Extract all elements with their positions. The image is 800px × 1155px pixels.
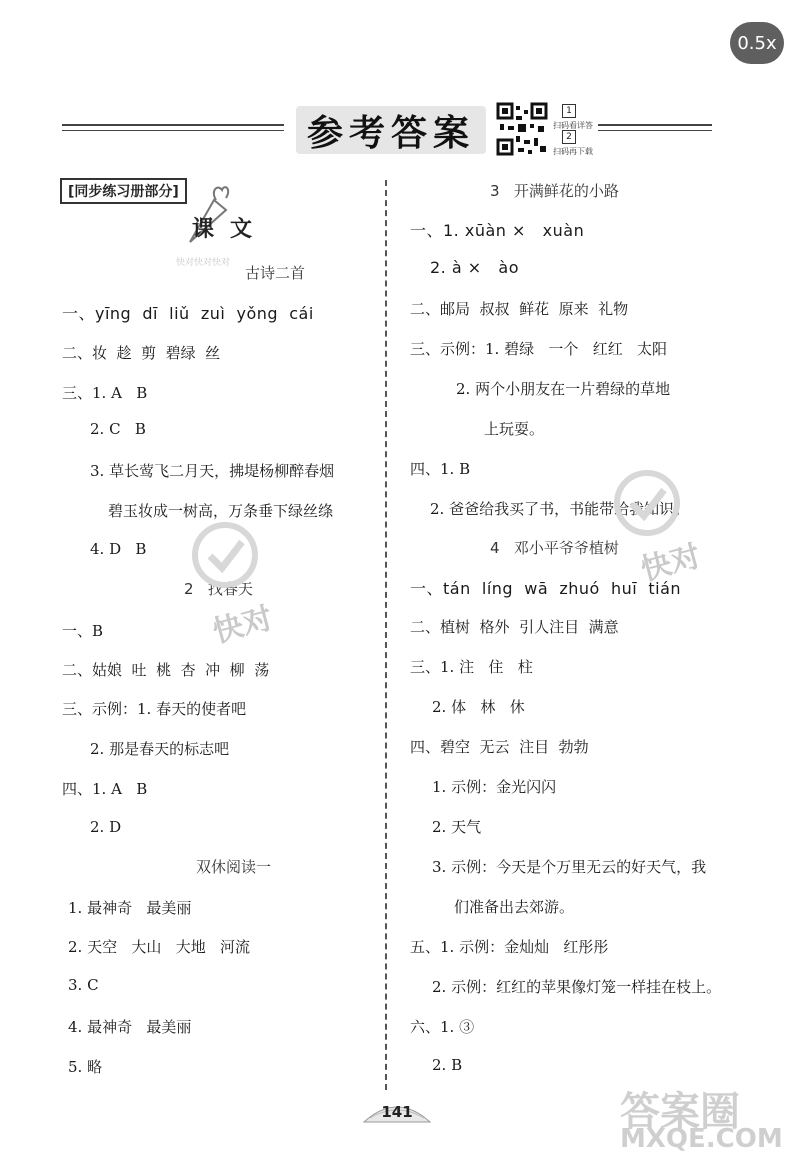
watermark-right: 快对 [637, 538, 705, 589]
left-line-19: 3. C [68, 976, 99, 994]
right-line-7: 上玩耍。 [484, 420, 545, 438]
left-line-16: 双休阅读一 [196, 858, 272, 876]
watermark-small: 快对快对快对 [176, 258, 231, 268]
right-line-4: 二、邮局 叔叔 鲜花 原来 礼物 [410, 300, 629, 318]
left-line-1: 古诗二首 [245, 264, 306, 282]
left-line-12: 三、示例：1. 春天的使者吧 [62, 700, 247, 718]
right-line-8: 四、1. B [410, 460, 471, 478]
header-rule-right-thin [598, 130, 712, 131]
site-watermark-url: MXQE.COM [620, 1124, 783, 1154]
watermark-check-icon-left [190, 520, 260, 590]
header-rule-right [598, 124, 712, 126]
qr-step-2-badge: 2 [562, 130, 576, 144]
zoom-level-badge[interactable]: 0.5x [730, 22, 784, 64]
site-watermark-logo: 答案圈 [620, 1089, 740, 1135]
qr-step-1-badge: 1 [562, 104, 576, 118]
left-line-15: 2. D [90, 818, 122, 836]
left-line-5: 2. C B [90, 420, 146, 438]
watermark-left: 快对 [209, 600, 277, 651]
left-line-10: 一、B [62, 622, 104, 640]
left-line-14: 四、1. A B [62, 780, 148, 798]
qr-code-icon[interactable] [496, 102, 548, 156]
right-line-18: 3. 示例：今天是个万里无云的好天气，我 [432, 858, 707, 876]
left-line-17: 1. 最神奇 最美丽 [68, 899, 192, 917]
header-rule-left-thin [62, 130, 284, 131]
right-line-12: 二、植树 格外 引人注目 满意 [410, 618, 619, 636]
right-line-5: 三、示例：1. 碧绿 一个 红红 太阳 [410, 340, 667, 358]
watermark-check-icon-right [612, 468, 682, 538]
right-line-21: 2. 示例：红红的苹果像灯笼一样挂在枝上。 [432, 978, 722, 996]
column-divider [385, 180, 387, 1090]
left-line-4: 三、1. A B [62, 384, 148, 402]
right-line-3: 2. à × ào [430, 258, 519, 277]
right-line-20: 五、1. 示例：金灿灿 红彤彤 [410, 938, 609, 956]
left-line-20: 4. 最神奇 最美丽 [68, 1018, 192, 1036]
left-line-13: 2. 那是春天的标志吧 [90, 740, 230, 758]
qr-label-1: 扫码看详答 [553, 121, 593, 130]
left-line-3: 二、妆 趁 剪 碧绿 丝 [62, 344, 221, 362]
right-line-6: 2. 两个小朋友在一片碧绿的草地 [456, 380, 671, 398]
page-title: 参考答案 [296, 106, 486, 154]
right-line-11: 一、tán líng wā zhuó huī tián [410, 579, 682, 598]
left-line-9: 2 找春天 [184, 580, 253, 598]
right-line-14: 2. 体 林 休 [432, 698, 525, 716]
right-line-9: 2. 爸爸给我买了书，书能带给我知识。 [430, 500, 690, 518]
header-rule-left [62, 124, 284, 126]
left-line-6: 3. 草长莺飞二月天，拂堤杨柳醉春烟 [90, 462, 335, 480]
right-line-2: 一、1. xūàn × xuàn [410, 221, 585, 240]
right-line-22: 六、1. ③ [410, 1018, 475, 1036]
right-line-23: 2. B [432, 1056, 463, 1074]
section-title: 课文 [192, 216, 269, 242]
right-line-16: 1. 示例：金光闪闪 [432, 778, 557, 796]
page-header [0, 96, 800, 166]
left-line-11: 二、姑娘 吐 桃 杏 冲 柳 荡 [62, 661, 270, 679]
right-line-15: 四、碧空 无云 注目 勃勃 [410, 738, 589, 756]
right-line-13: 三、1. 注 住 柱 [410, 658, 533, 676]
right-line-19: 们准备出去郊游。 [454, 898, 575, 916]
left-line-8: 4. D B [90, 540, 147, 558]
section-tag: [同步练习册部分] [60, 178, 187, 204]
page-number: 141 [381, 1103, 413, 1121]
right-line-10: 4 邓小平爷爷植树 [490, 539, 619, 557]
left-line-7: 碧玉妆成一树高，万条垂下绿丝绦 [108, 502, 334, 520]
qr-label-2: 扫码再下载 [553, 147, 593, 156]
left-line-21: 5. 略 [68, 1058, 103, 1076]
right-line-17: 2. 天气 [432, 818, 482, 836]
right-line-1: 3 开满鲜花的小路 [490, 182, 619, 200]
left-line-18: 2. 天空 大山 大地 河流 [68, 938, 250, 956]
left-line-2: 一、yīng dī liǔ zuì yǒng cái [62, 304, 314, 323]
